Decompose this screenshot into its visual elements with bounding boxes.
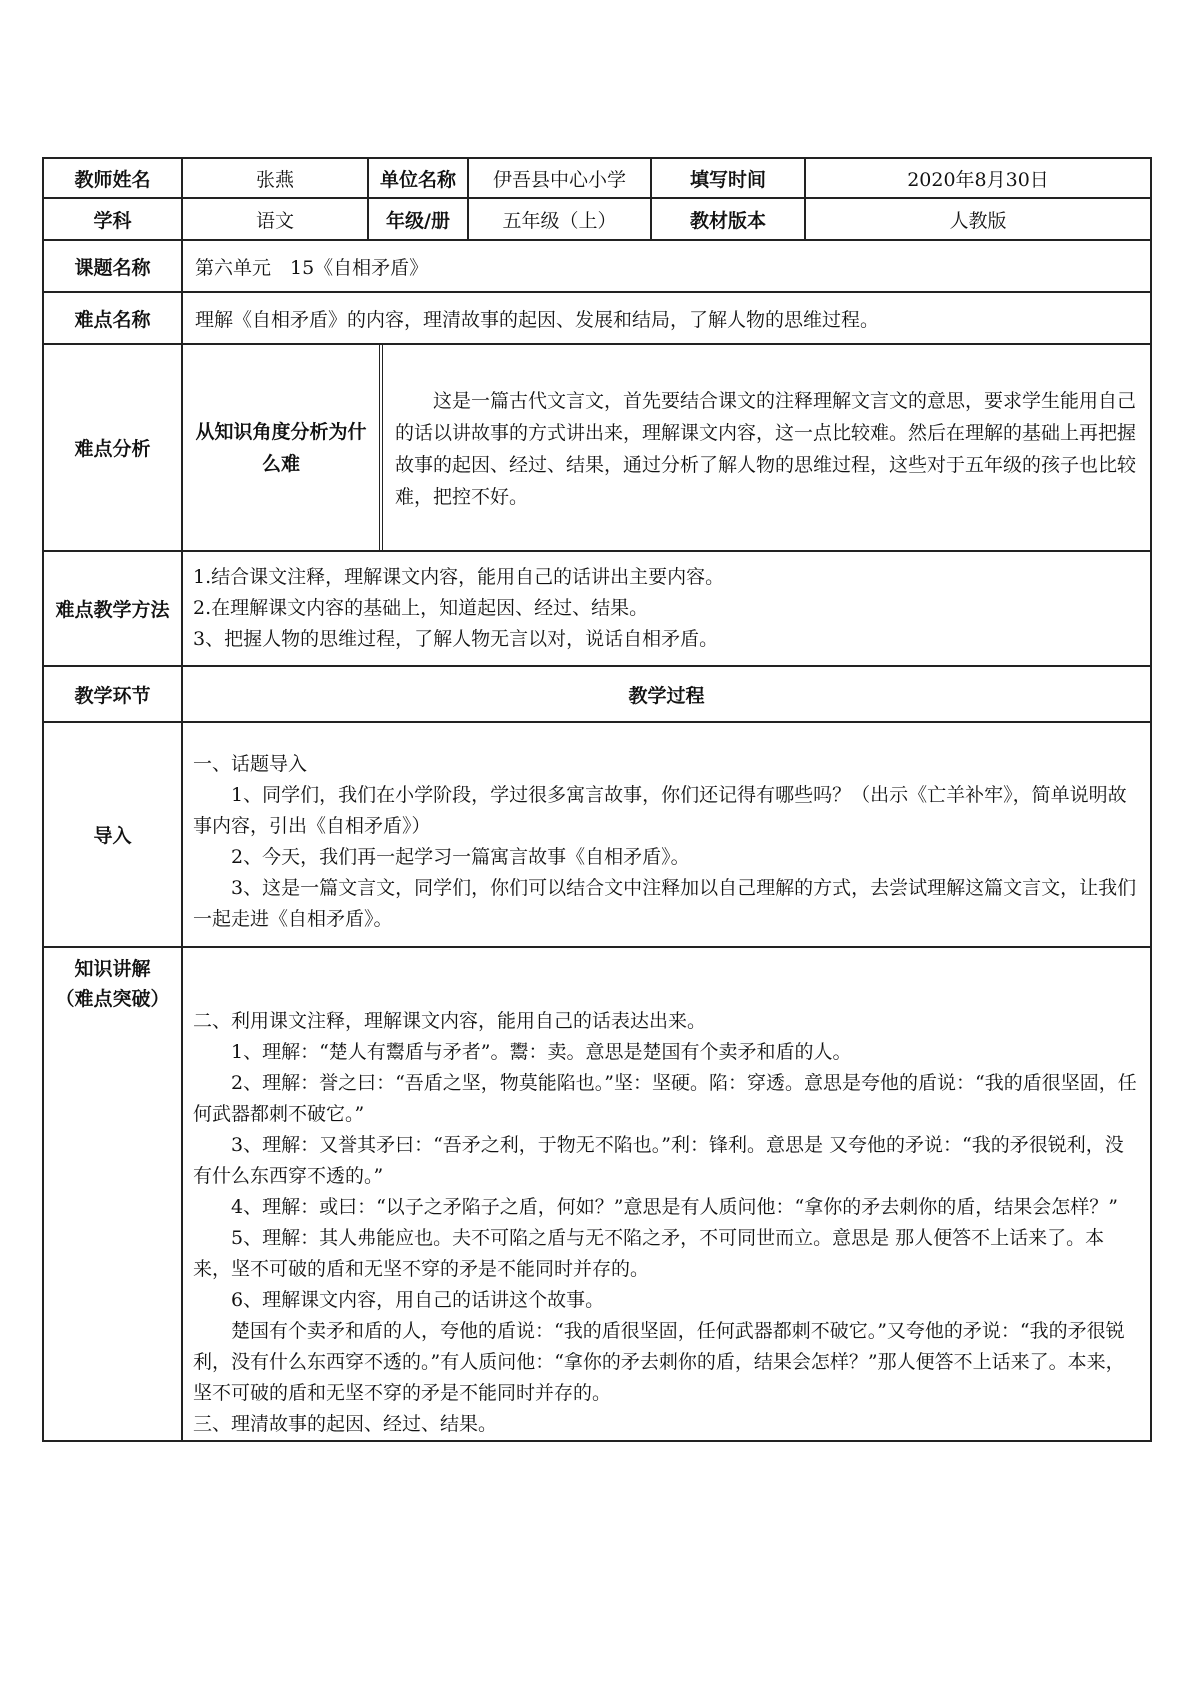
intro-item: 2、今天，我们再一起学习一篇寓言故事《自相矛盾》。 [231,846,690,868]
knowledge-item: 4、理解：或曰：“以子之矛陷子之盾，何如？”意思是有人质问他：“拿你的矛去刺你的盾，结果会怎样？” [231,1196,1118,1218]
grade-label: 年级/册 [368,198,468,240]
teacher-value: 张燕 [182,158,368,198]
intro-cell [182,722,1151,947]
topic-row [43,240,1151,292]
lesson-plan-table [42,157,1152,1442]
knowledge-item: 5、理解：其人弗能应也。夫不可陷之盾与无不陷之矛，不可同世而立。意思是 那人便答不上话来了。本来，坚不可破的盾和无坚不穿的矛是不能同时并存的。 [193,1227,1105,1280]
knowledge-item: 3、理解：又誉其矛曰：“吾矛之利，于物无不陷也。”利：锋利。意思是 又夸他的矛说：“我的矛很锐利，没有什么东西穿不透的。” [193,1134,1124,1187]
knowledge-label-cell [43,947,182,1441]
method-line: 1.结合课文注释，理解课文内容，能用自己的话讲出主要内容。 [193,566,725,588]
edition-value: 人教版 [805,198,1151,240]
difficulty-label: 难点名称 [43,292,182,344]
intro-label: 导入 [43,722,182,947]
knowledge-item: 2、理解：誉之曰：“吾盾之坚，物莫能陷也。”坚：坚硬。陷：穿透。意思是夸他的盾说：“我的盾很坚固，任何武器都刺不破它。” [193,1072,1137,1125]
analysis-cell [182,344,1151,551]
knowledge-sublabel: （难点突破） [55,988,170,1010]
analysis-label: 难点分析 [43,344,182,551]
knowledge-cell [182,947,1151,1441]
knowledge-item: 1、理解：“楚人有鬻盾与矛者”。鬻：卖。意思是楚国有个卖矛和盾的人。 [231,1041,852,1063]
edition-label: 教材版本 [651,198,805,240]
method-line: 3、把握人物的思维过程，了解人物无言以对，说话自相矛盾。 [193,628,719,650]
unit-value: 伊吾县中心小学 [468,158,651,198]
knowledge-row [43,947,1151,1441]
method-cell [182,551,1151,666]
date-value: 2020年8月30日 [805,158,1151,198]
knowledge-label: 知识讲解 [74,958,151,980]
grade-value: 五年级（上） [468,198,651,240]
method-line: 2.在理解课文内容的基础上，知道起因、经过、结果。 [193,597,649,619]
intro-item: 1、同学们，我们在小学阶段，学过很多寓言故事，你们还记得有哪些吗？（出示《亡羊补牢》，简单说明故事内容，引出《自相矛盾》） [193,784,1127,837]
method-label: 难点教学方法 [43,551,182,666]
intro-row [43,722,1151,947]
knowledge-tail: 三、理清故事的起因、经过、结果。 [193,1413,498,1435]
subject-label: 学科 [43,198,182,240]
difficulty-row [43,292,1151,344]
subject-value: 语文 [182,198,368,240]
intro-item: 3、这是一篇文言文，同学们，你们可以结合文中注释加以自己理解的方式，去尝试理解这篇文言文，让我们一起走进《自相矛盾》。 [193,877,1137,930]
knowledge-item: 6、理解课文内容，用自己的话讲这个故事。 [231,1289,605,1311]
lesson-plan-sheet [42,157,1150,1442]
method-row [43,551,1151,666]
knowledge-item: 楚国有个卖矛和盾的人，夸他的盾说：“我的盾很坚固，任何武器都刺不破它。”又夸他的矛说：“我的矛很锐利，没有什么东西穿不透的。”有人质问他：“拿你的矛去刺你的盾，结果会怎样？”那人便答不上话来了。本来，坚不可破的盾和无坚不穿的矛是不能同时并存的。 [193,1320,1125,1404]
header-row-2 [43,198,1151,240]
date-label: 填写时间 [651,158,805,198]
topic-value: 第六单元 15《自相矛盾》 [182,240,1151,292]
analysis-sub-label: 从知识角度分析为什么难 [183,345,383,550]
teacher-label: 教师姓名 [43,158,182,198]
difficulty-value: 理解《自相矛盾》的内容，理清故事的起因、发展和结局，了解人物的思维过程。 [182,292,1151,344]
topic-label: 课题名称 [43,240,182,292]
analysis-text: 这是一篇古代文言文，首先要结合课文的注释理解文言文的意思，要求学生能用自己的话以讲故事的方式讲出来，理解课文内容，这一点比较难。然后在理解的基础上再把握故事的起因、经过、结果，通过分析了解人物的思维过程，这些对于五年级的孩子也比较难，把控不好。 [395,390,1137,508]
stage-label: 教学环节 [43,666,182,722]
knowledge-heading: 二、利用课文注释，理解课文内容，能用自己的话表达出来。 [193,1010,707,1032]
header-row-1 [43,158,1151,198]
process-header-row [43,666,1151,722]
unit-label: 单位名称 [368,158,468,198]
intro-heading: 一、话题导入 [193,753,308,775]
process-label: 教学过程 [182,666,1151,722]
analysis-row [43,344,1151,551]
